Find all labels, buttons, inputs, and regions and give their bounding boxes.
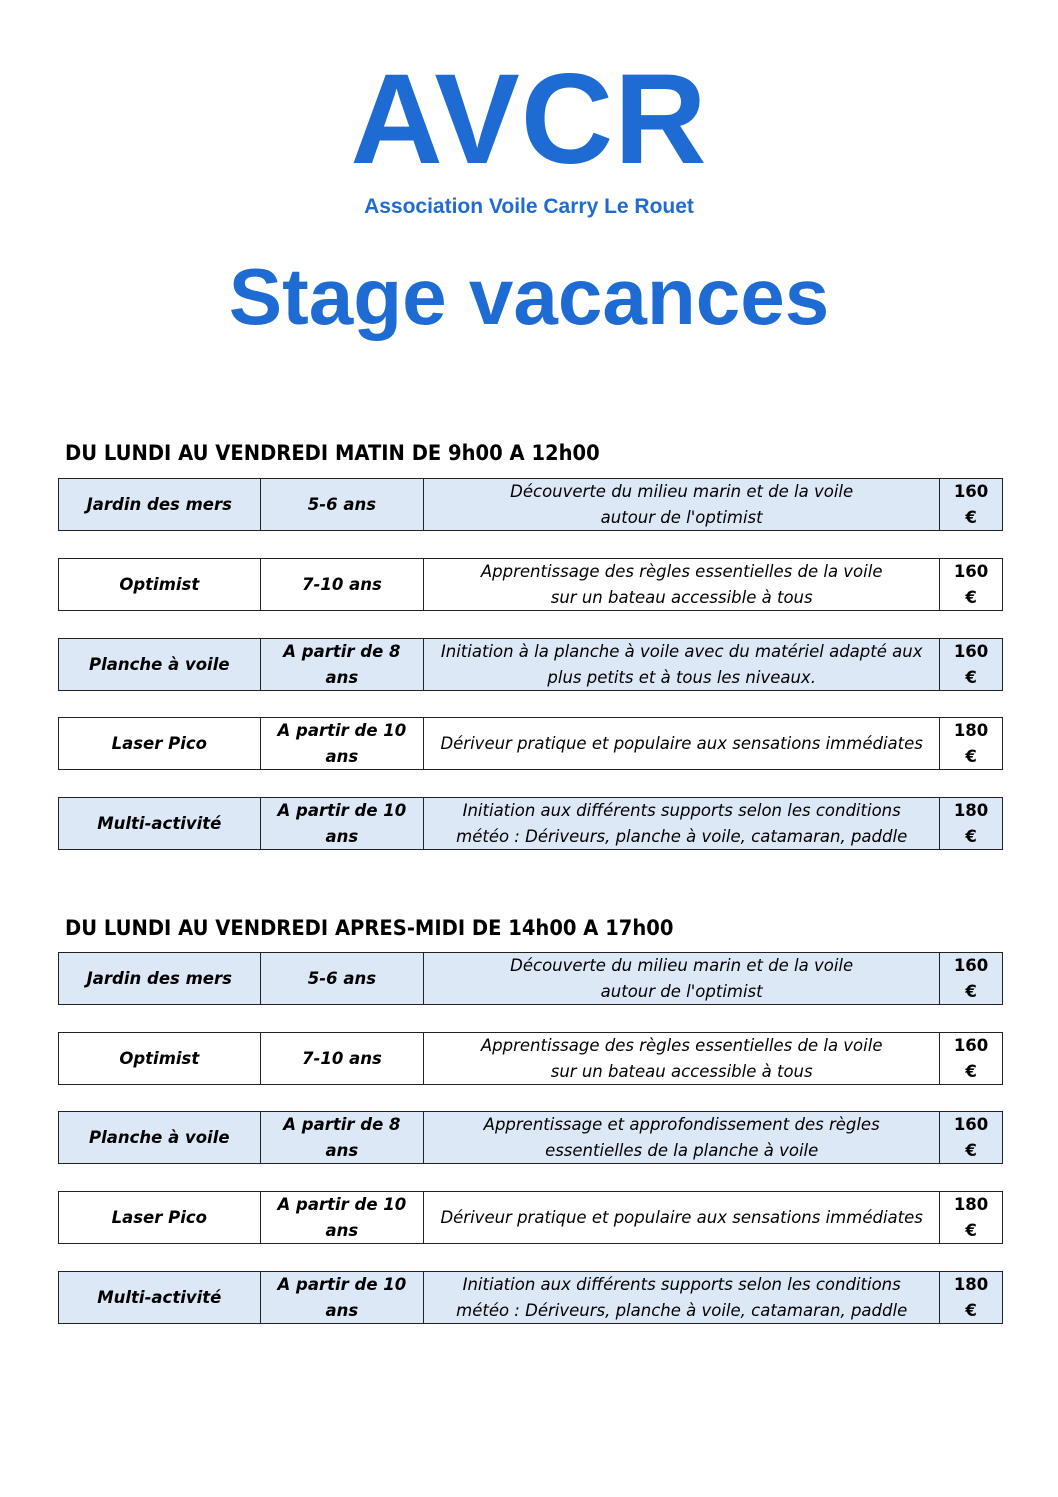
page-title: Stage vacances — [228, 252, 830, 341]
offer-price: 160 € — [953, 1035, 989, 1081]
offer-row — [58, 558, 1003, 611]
offer-age: A partir de 10 ans — [261, 798, 425, 849]
offer-age: A partir de 10 ans — [261, 1272, 425, 1323]
offer-row — [58, 1191, 1003, 1244]
offer-price: 180 € — [953, 1194, 989, 1240]
offer-description: Dériveur pratique et populaire aux sensations immédiates — [424, 718, 940, 769]
offer-price: 180 € — [953, 720, 989, 766]
offer-row — [58, 1271, 1003, 1324]
offer-name: Planche à voile — [59, 1112, 261, 1163]
offer-age: A partir de 8 ans — [261, 639, 425, 690]
offer-row — [58, 638, 1003, 691]
offer-age: 7-10 ans — [261, 559, 425, 610]
offer-age: A partir de 10 ans — [261, 1192, 425, 1243]
offer-price: 180 € — [953, 800, 989, 846]
offer-row — [58, 952, 1003, 1005]
offer-name: Laser Pico — [59, 1192, 261, 1243]
offer-row — [58, 717, 1003, 770]
offer-price: 160 € — [953, 955, 989, 1001]
organization-name: Association Voile Carry Le Rouet — [364, 195, 694, 218]
offer-description: Initiation aux différents supports selon les conditions météo : Dériveurs, planche à voile, catamaran, paddle — [424, 798, 940, 849]
offer-row — [58, 478, 1003, 531]
offer-price: 180 € — [953, 1274, 989, 1320]
offer-row — [58, 1032, 1003, 1085]
offer-name: Jardin des mers — [59, 953, 261, 1004]
offer-row — [58, 1111, 1003, 1164]
offer-age: 5-6 ans — [261, 953, 425, 1004]
section-heading-afternoon: DU LUNDI AU VENDREDI APRES-MIDI DE 14h00 A 17h00 — [65, 916, 674, 940]
section-heading-morning: DU LUNDI AU VENDREDI MATIN DE 9h00 A 12h00 — [65, 441, 600, 465]
offer-description: Apprentissage des règles essentielles de la voile sur un bateau accessible à tous — [424, 559, 940, 610]
offer-price: 160 € — [953, 1114, 989, 1160]
offer-price: 160 € — [953, 641, 989, 687]
offer-name: Optimist — [59, 559, 261, 610]
offer-price: 160 € — [953, 481, 989, 527]
offer-description: Découverte du milieu marin et de la voile autour de l'optimist — [424, 953, 940, 1004]
offer-age: A partir de 10 ans — [261, 718, 425, 769]
offer-age: 5-6 ans — [261, 479, 425, 530]
offer-price: 160 € — [953, 561, 989, 607]
offer-description: Initiation à la planche à voile avec du matériel adapté aux plus petits et à tous les niveaux. — [424, 639, 940, 690]
offer-age: A partir de 8 ans — [261, 1112, 425, 1163]
offer-description: Découverte du milieu marin et de la voile autour de l'optimist — [424, 479, 940, 530]
offer-name: Multi-activité — [59, 798, 261, 849]
offer-description: Dériveur pratique et populaire aux sensations immédiates — [424, 1192, 940, 1243]
offer-name: Planche à voile — [59, 639, 261, 690]
offer-description: Apprentissage des règles essentielles de la voile sur un bateau accessible à tous — [424, 1033, 940, 1084]
offer-name: Multi-activité — [59, 1272, 261, 1323]
offer-name: Laser Pico — [59, 718, 261, 769]
offer-name: Jardin des mers — [59, 479, 261, 530]
offer-row — [58, 797, 1003, 850]
offer-age: 7-10 ans — [261, 1033, 425, 1084]
offer-description: Apprentissage et approfondissement des règles essentielles de la planche à voile — [424, 1112, 940, 1163]
offer-description: Initiation aux différents supports selon les conditions météo : Dériveurs, planche à voile, catamaran, paddle — [424, 1272, 940, 1323]
offer-name: Optimist — [59, 1033, 261, 1084]
logo: AVCR — [350, 48, 708, 191]
